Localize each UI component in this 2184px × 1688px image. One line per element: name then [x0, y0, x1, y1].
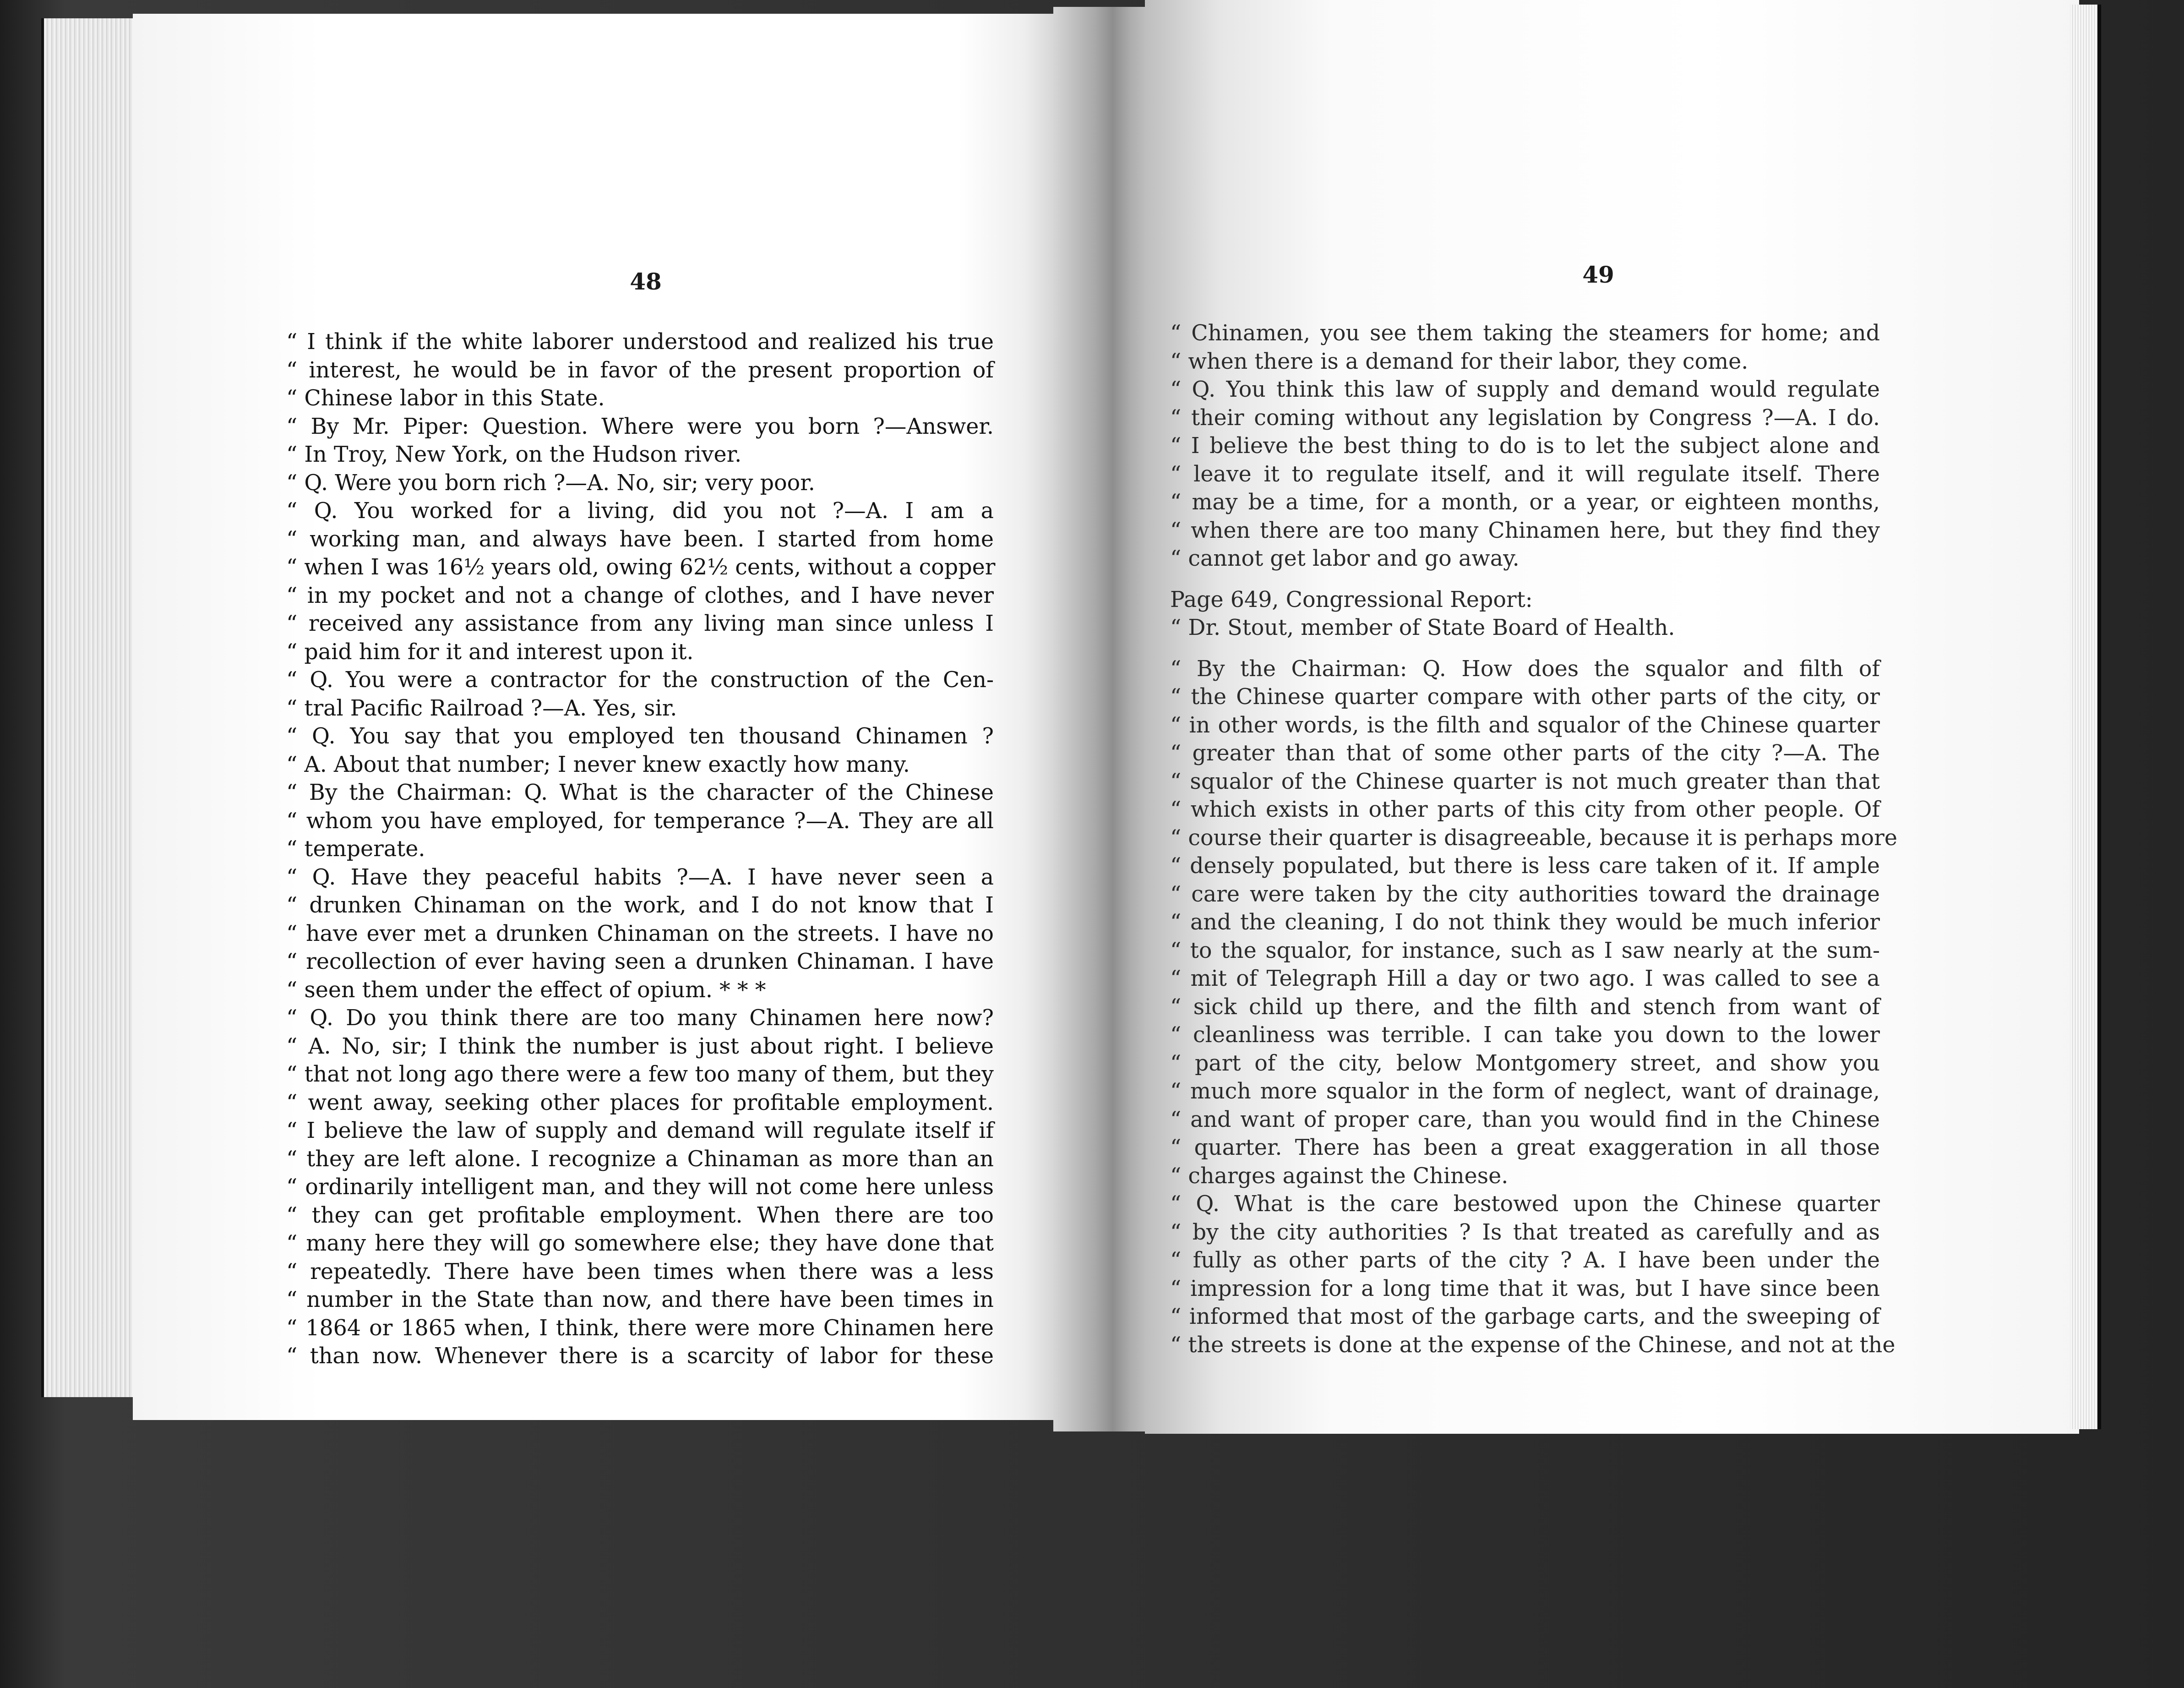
page-number-left: 48 [630, 268, 662, 295]
right-page-text [1170, 319, 1897, 1359]
text-line: “ recollection of ever having seen a drunken Chinaman. I have [286, 949, 994, 974]
text-line: “ Q. Do you think there are too many Chinamen here now? [286, 1005, 994, 1031]
text-line: “ cannot get labor and go away. [1170, 546, 1520, 571]
text-line: “ may be a time, for a month, or a year, or eighteen months, [1170, 490, 1880, 515]
text-line: “ 1864 or 1865 when, I think, there were more Chinamen here [286, 1315, 994, 1341]
text-line: Page 649, Congressional Report: [1170, 587, 1533, 612]
text-line: “ when there is a demand for their labor, they come. [1170, 349, 1748, 374]
text-line: “ mit of Telegraph Hill a day or two ago. I was called to see a [1170, 966, 1880, 991]
text-line: “ By the Chairman: Q. What is the character of the Chinese [286, 780, 994, 805]
text-line: “ part of the city, below Montgomery street, and show you [1170, 1050, 1880, 1076]
text-line: “ By the Chairman: Q. How does the squalor and filth of [1170, 656, 1880, 682]
text-line: “ Q. What is the care bestowed upon the Chinese quarter [1170, 1191, 1880, 1217]
left-page-text [286, 328, 994, 1371]
page-edges-right [2070, 5, 2101, 1429]
page-number-right: 49 [1582, 261, 1614, 288]
text-line: “ Dr. Stout, member of State Board of Health. [1170, 615, 1675, 640]
text-line: “ Q. You were a contractor for the construction of the Cen- [286, 667, 994, 693]
text-line: “ squalor of the Chinese quarter is not much greater than that [1170, 769, 1880, 794]
text-line: “ in other words, is the filth and squalor of the Chinese quarter [1170, 712, 1880, 738]
text-line: “ and want of proper care, than you would find in the Chinese [1170, 1107, 1880, 1132]
text-line: “ informed that most of the garbage carts, and the sweeping of [1170, 1304, 1880, 1329]
text-line: “ Q. Were you born rich ?—A. No, sir; very poor. [286, 470, 815, 496]
text-line: “ when I was 16½ years old, owing 62½ cents, without a copper [286, 555, 996, 580]
text-line: “ tral Pacific Railroad ?—A. Yes, sir. [286, 695, 677, 721]
text-line: “ paid him for it and interest upon it. [286, 639, 694, 665]
text-line: “ quarter. There has been a great exaggeration in all those [1170, 1135, 1880, 1160]
text-line: “ care were taken by the city authorities toward the drainage [1170, 881, 1880, 907]
text-line: “ I think if the white laborer understood and realized his true [286, 329, 994, 355]
page-edges-left [41, 18, 140, 1397]
text-line: “ to the squalor, for instance, such as I saw nearly at the sum- [1170, 938, 1880, 963]
text-line: “ received any assistance from any living man since unless I [286, 611, 994, 636]
text-line: “ went away, seeking other places for profitable employment. [286, 1090, 994, 1115]
text-line: “ their coming without any legislation by Congress ?—A. I do. [1170, 405, 1880, 431]
text-line: “ they can get profitable employment. When there are too [286, 1202, 994, 1228]
text-line: “ the streets is done at the expense of the Chinese, and not at the [1170, 1332, 1895, 1358]
text-line: “ Chinese labor in this State. [286, 386, 605, 411]
text-line: “ have ever met a drunken Chinaman on the streets. I have no [286, 921, 994, 946]
text-line: “ Q. You think this law of supply and demand would regulate [1170, 377, 1880, 402]
text-line: “ interest, he would be in favor of the present proportion of [286, 357, 994, 383]
text-line: “ when there are too many Chinamen here, but they find they [1170, 518, 1880, 543]
text-line: “ by the city authorities ? Is that treated as carefully and as [1170, 1219, 1880, 1245]
text-line: “ charges against the Chinese. [1170, 1163, 1509, 1189]
text-line: “ number in the State than now, and there have been times in [286, 1287, 994, 1312]
text-line: “ I believe the best thing to do is to let the subject alone and [1170, 433, 1880, 459]
text-line: “ and the cleaning, I do not think they would be much inferior [1170, 910, 1880, 935]
text-line: “ temperate. [286, 836, 425, 862]
text-line: “ By Mr. Piper: Question. Where were you born ?—Answer. [286, 414, 994, 439]
text-line: “ A. About that number; I never knew exactly how many. [286, 752, 910, 777]
text-line: “ that not long ago there were a few too many of them, but they [286, 1062, 994, 1087]
text-line: “ which exists in other parts of this city from other people. Of [1170, 797, 1880, 822]
text-line: “ course their quarter is disagreeable, because it is perhaps more [1170, 825, 1897, 851]
text-line: “ I believe the law of supply and demand will regulate itself if [286, 1118, 994, 1143]
text-line: “ drunken Chinaman on the work, and I do not know that I [286, 893, 994, 918]
text-line: “ repeatedly. There have been times when there was a less [286, 1259, 994, 1284]
text-line: “ much more squalor in the form of neglect, want of drainage, [1170, 1079, 1880, 1104]
text-line: “ ordinarily intelligent man, and they will not come here unless [286, 1174, 994, 1200]
text-line: “ fully as other parts of the city ? A. I have been under the [1170, 1248, 1880, 1273]
text-line: “ many here they will go somewhere else; they have done that [286, 1231, 994, 1256]
text-line: “ Q. You worked for a living, did you not ?—A. I am a [286, 498, 994, 524]
text-line: “ cleanliness was terrible. I can take you down to the lower [1170, 1022, 1880, 1048]
text-line: “ Q. You say that you employed ten thousand Chinamen ? [286, 724, 994, 749]
text-line: “ Chinamen, you see them taking the steamers for home; and [1170, 321, 1880, 346]
text-line: “ greater than that of some other parts of the city ?—A. The [1170, 741, 1880, 766]
text-line: “ the Chinese quarter compare with other parts of the city, or [1170, 684, 1880, 710]
text-line: “ Q. Have they peaceful habits ?—A. I have never seen a [286, 864, 994, 890]
text-line: “ they are left alone. I recognize a Chinaman as more than an [286, 1146, 994, 1172]
text-line: “ densely populated, but there is less care taken of it. If ample [1170, 853, 1880, 879]
text-line: “ In Troy, New York, on the Hudson river. [286, 442, 742, 467]
text-line: “ whom you have employed, for temperance ?—A. They are all [286, 808, 994, 834]
text-line: “ A. No, sir; I think the number is just about right. I believe [286, 1033, 994, 1059]
text-line: “ seen them under the effect of opium. * * * [286, 977, 766, 1003]
text-line: “ impression for a long time that it was, but I have since been [1170, 1276, 1880, 1301]
text-line: “ in my pocket and not a change of clothes, and I have never [286, 583, 994, 608]
text-line: “ sick child up there, and the filth and stench from want of [1170, 994, 1880, 1020]
text-line: “ working man, and always have been. I started from home [286, 526, 994, 552]
text-line: “ than now. Whenever there is a scarcity of labor for these [286, 1344, 994, 1369]
text-line: “ leave it to regulate itself, and it will regulate itself. There [1170, 461, 1880, 487]
